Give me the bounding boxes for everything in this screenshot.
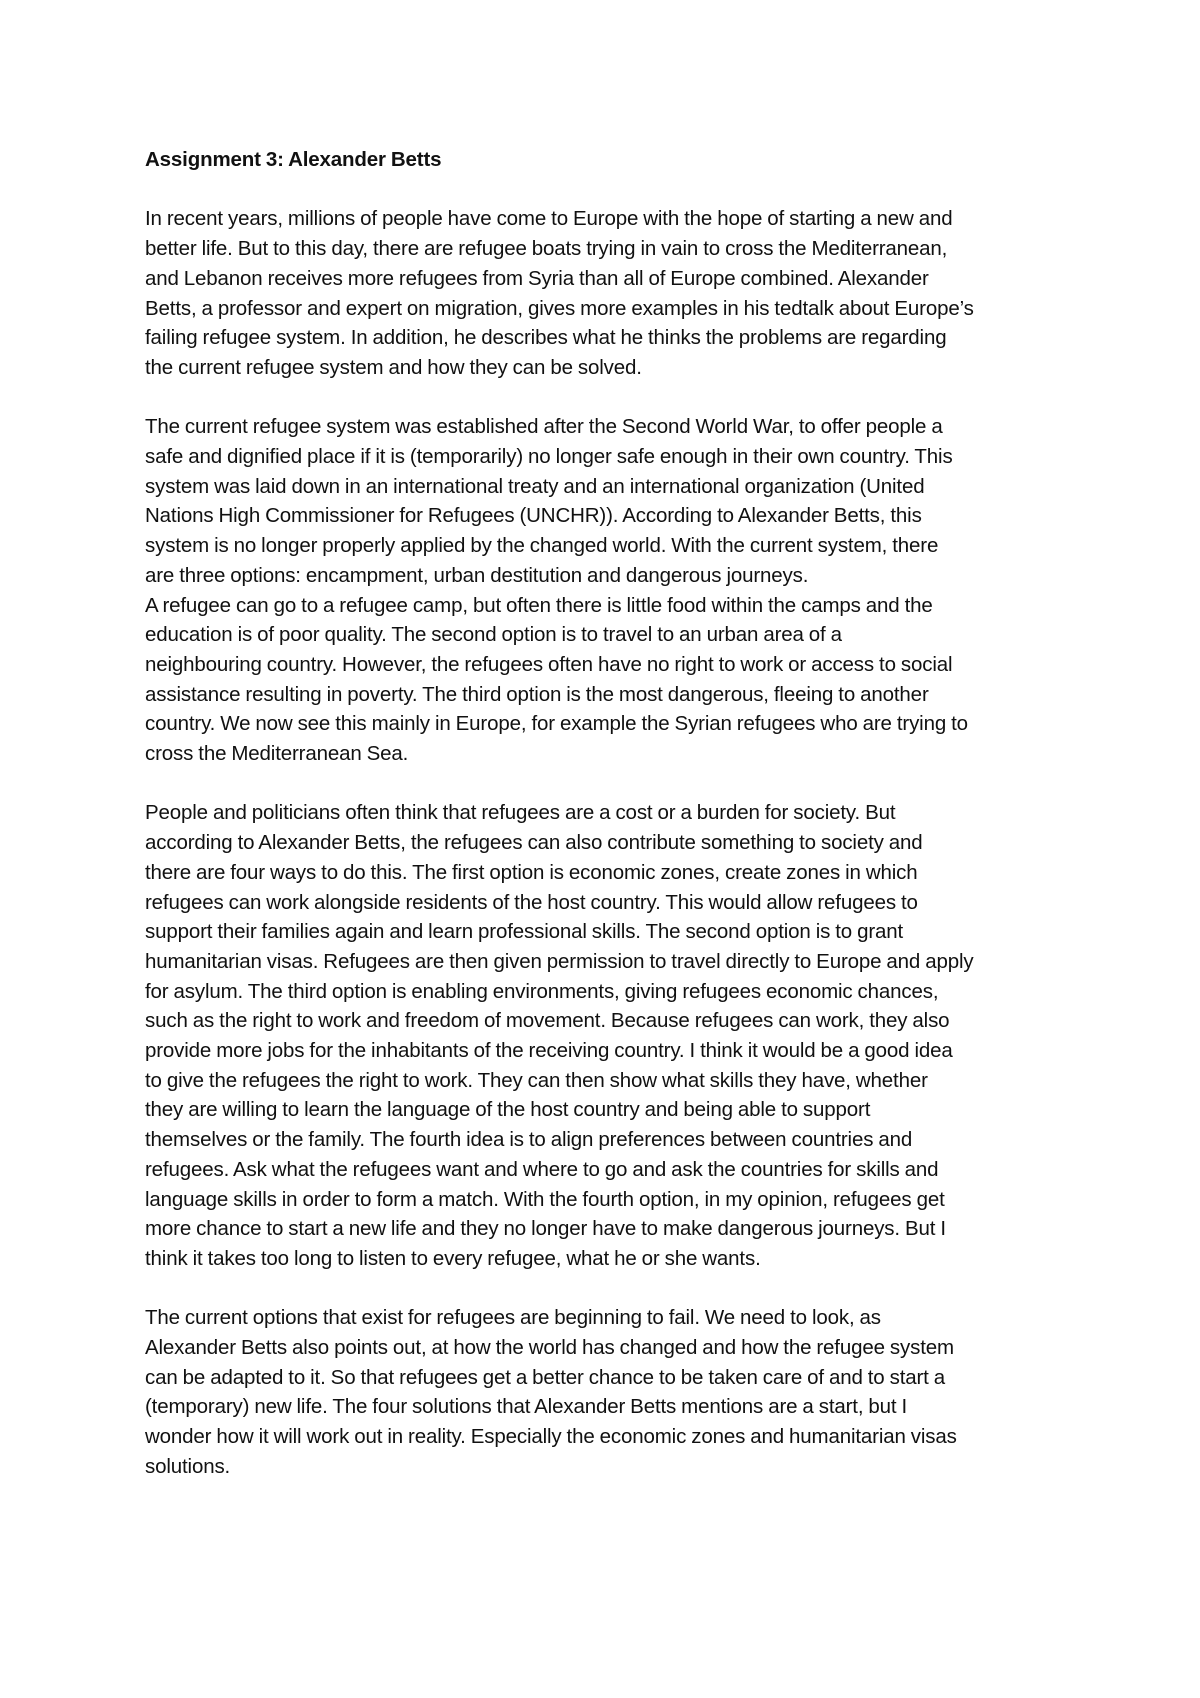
text-line: In recent years, millions of people have come to Europe with the hope of starting a new and: [145, 207, 953, 231]
text-line: refugees can work alongside residents of the host country. This would allow refugees to: [145, 890, 918, 914]
text-line: better life. But to this day, there are refugee boats trying in vain to cross the Mediterranean,: [145, 237, 948, 261]
text-line: such as the right to work and freedom of movement. Because refugees can work, they also: [145, 1009, 950, 1033]
text-line: can be adapted to it. So that refugees get a better chance to be taken care of and to start a: [145, 1365, 946, 1389]
text-line: are three options: encampment, urban destitution and dangerous journeys.: [145, 563, 809, 587]
text-line: safe and dignified place if it is (temporarily) no longer safe enough in their own country. This: [145, 445, 953, 468]
paragraph-three-options: [145, 591, 1075, 769]
paragraph-current-system: [145, 412, 1075, 590]
text-line: themselves or the family. The fourth idea is to align preferences between countries and: [145, 1128, 913, 1152]
text-line: they are willing to learn the language of the host country and being able to support: [145, 1098, 871, 1122]
text-line: for asylum. The third option is enabling environments, giving refugees economic chances,: [145, 979, 939, 1003]
text-line: system was laid down in an international treaty and an international organization (United: [145, 474, 925, 498]
text-line: language skills in order to form a match. With the fourth option, in my opinion, refugees get: [145, 1187, 945, 1211]
text-line: cross the Mediterranean Sea.: [145, 742, 409, 766]
text-line: support their families again and learn professional skills. The second option is to grant: [145, 920, 904, 944]
paragraph-intro: [145, 204, 1075, 382]
text-line: The current options that exist for refugees are beginning to fail. We need to look, as: [145, 1306, 881, 1330]
paragraph-four-ways: [145, 798, 1075, 1273]
text-line: refugees. Ask what the refugees want and where to go and ask the countries for skills and: [145, 1157, 939, 1181]
text-line: think it takes too long to listen to every refugee, what he or she wants.: [145, 1246, 761, 1270]
text-line: to give the refugees the right to work. They can then show what skills they have, whether: [145, 1068, 928, 1092]
text-line: People and politicians often think that refugees are a cost or a burden for society. But: [145, 801, 896, 825]
text-line: Alexander Betts also points out, at how the world has changed and how the refugee system: [145, 1336, 954, 1360]
text-line: provide more jobs for the inhabitants of the receiving country. I think it would be a good idea: [145, 1039, 953, 1063]
text-line: there are four ways to do this. The first option is economic zones, create zones in which: [145, 860, 918, 884]
text-line: assistance resulting in poverty. The third option is the most dangerous, fleeing to another: [145, 682, 929, 706]
text-line: country. We now see this mainly in Europe, for example the Syrian refugees who are trying to: [145, 712, 968, 736]
text-line: wonder how it will work out in reality. Especially the economic zones and humanitarian visas: [145, 1425, 957, 1449]
text-line: The current refugee system was established after the Second World War, to offer people a: [145, 415, 943, 439]
text-line: humanitarian visas. Refugees are then given permission to travel directly to Europe and apply: [145, 949, 974, 973]
text-line: Betts, a professor and expert on migration, gives more examples in his tedtalk about Europe’s: [145, 296, 974, 320]
text-line: solutions.: [145, 1454, 231, 1478]
text-line: failing refugee system. In addition, he describes what he thinks the problems are regarding: [145, 326, 947, 350]
document-title: Assignment 3: Alexander Betts: [145, 148, 442, 171]
text-line: Nations High Commissioner for Refugees (UNCHR)). According to Alexander Betts, this: [145, 504, 922, 528]
text-line: the current refugee system and how they can be solved.: [145, 355, 642, 379]
paragraph-conclusion: [145, 1303, 1075, 1481]
text-line: (temporary) new life. The four solutions that Alexander Betts mentions are a start, but I: [145, 1395, 908, 1419]
text-line: neighbouring country. However, the refugees often have no right to work or access to social: [145, 652, 953, 676]
text-line: and Lebanon receives more refugees from Syria than all of Europe combined. Alexander: [145, 266, 929, 290]
text-line: education is of poor quality. The second option is to travel to an urban area of a: [145, 623, 842, 647]
document-body: [145, 145, 1075, 1511]
text-line: system is no longer properly applied by the changed world. With the current system, there: [145, 534, 939, 558]
text-line: A refugee can go to a refugee camp, but often there is little food within the camps and the: [145, 593, 933, 617]
text-line: more chance to start a new life and they no longer have to make dangerous journeys. But I: [145, 1217, 946, 1241]
text-line: according to Alexander Betts, the refugees can also contribute something to society and: [145, 831, 923, 855]
